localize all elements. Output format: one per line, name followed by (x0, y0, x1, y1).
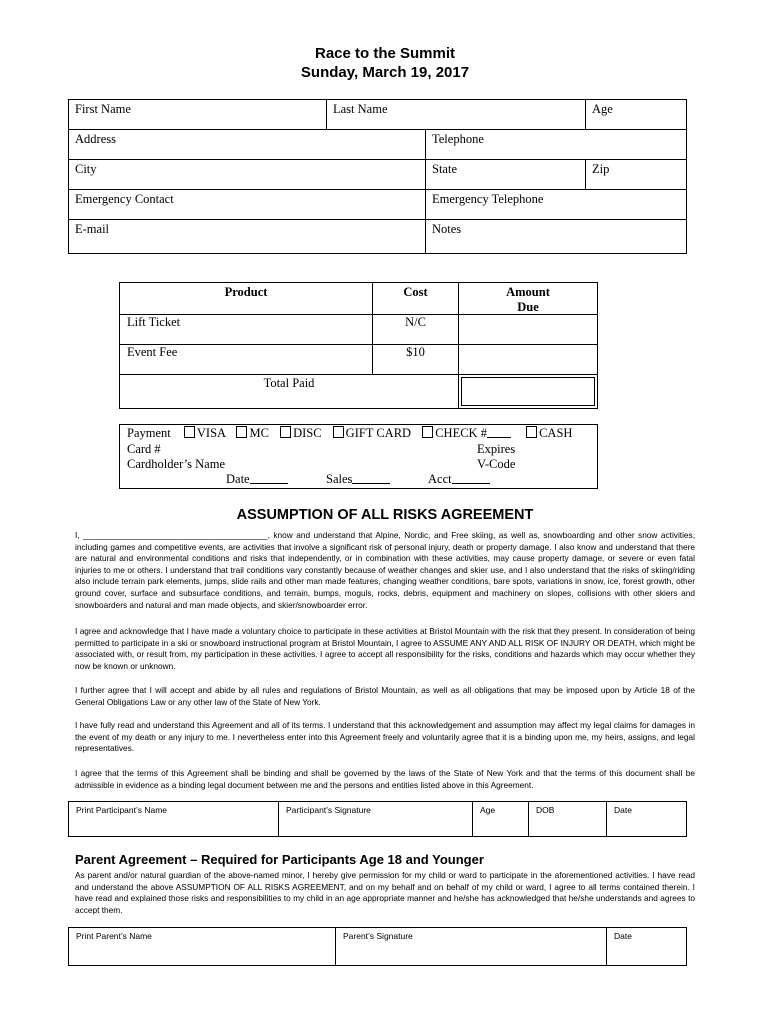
acct-line[interactable] (452, 473, 490, 484)
mc-checkbox[interactable] (236, 426, 247, 438)
last-name-label: Last Name (333, 102, 388, 116)
address-field[interactable] (68, 129, 426, 160)
city-label: City (75, 162, 97, 176)
participant-signature-field[interactable] (278, 801, 473, 837)
check-option[interactable]: CHECK # (422, 426, 511, 440)
zip-field[interactable] (585, 159, 687, 190)
visa-option[interactable]: VISA (184, 426, 225, 440)
payment-box (119, 424, 598, 489)
notes-field[interactable] (425, 219, 687, 254)
last-name-field[interactable] (326, 99, 586, 130)
payment-options-row (127, 426, 572, 441)
participant-age-label: Age (480, 805, 496, 815)
parent-name-label: Print Parent’s Name (76, 931, 152, 941)
parent-date-field[interactable] (606, 927, 687, 966)
state-label: State (432, 162, 457, 176)
participant-name-label: Print Participant’s Name (76, 805, 168, 815)
participant-signature-label: Participant’s Signature (286, 805, 371, 815)
emergency-contact-field[interactable] (68, 189, 426, 220)
agreement-paragraph-5: I agree that the terms of this Agreement shall be binding and shall be governed by the laws of the State of New York and that the terms of this document shall be admissible in evidence as a binding legal document between me and the persons and entities listed above in this Agreement. (75, 768, 695, 790)
cardholder-label: Cardholder’s Name (127, 457, 226, 471)
address-label: Address (75, 132, 116, 146)
telephone-label: Telephone (432, 132, 484, 146)
event-date: Sunday, March 19, 2017 (300, 64, 470, 81)
event-name: Race to the Summit (314, 45, 456, 62)
age-field[interactable] (585, 99, 687, 130)
agreement-paragraph-4: I have fully read and understand this Agreement and all of its terms. I understand that this acknowledgement and assumption may affect my legal claims for damages in the event of my death or any injury to me. I nevertheless enter into this Agreement freely and voluntarily agree that it is a binding upon me, my heirs, assigns, and legal representatives. (75, 720, 695, 754)
parent-signature-label: Parent’s Signature (343, 931, 413, 941)
parent-name-field[interactable] (68, 927, 336, 966)
amount-due-input[interactable] (458, 314, 598, 345)
age-label: Age (592, 102, 613, 116)
participant-dob-label: DOB (536, 805, 555, 815)
cash-checkbox[interactable] (526, 426, 537, 438)
disc-checkbox[interactable] (280, 426, 291, 438)
email-label: E-mail (75, 222, 110, 236)
emergency-contact-label: Emergency Contact (75, 192, 174, 206)
emergency-telephone-field[interactable] (425, 189, 687, 220)
cost-header: Cost (372, 282, 459, 315)
office-use-date: Date (226, 472, 288, 487)
visa-checkbox[interactable] (184, 426, 195, 438)
amount-due-input[interactable] (458, 344, 598, 375)
first-name-label: First Name (75, 102, 131, 116)
total-paid-input[interactable] (461, 377, 595, 406)
payment-label: Payment (127, 426, 171, 440)
cash-option[interactable]: CASH (526, 426, 572, 440)
notes-label: Notes (432, 222, 462, 236)
state-field[interactable] (425, 159, 586, 190)
product-header: Product (119, 282, 373, 315)
parent-agreement-heading: Parent Agreement – Required for Participants Age 18 and Younger (75, 852, 484, 867)
total-paid-label: Total Paid (119, 374, 459, 409)
product-row-lift-ticket (119, 314, 373, 345)
product-name: Lift Ticket (127, 315, 181, 329)
expires-label: Expires (477, 442, 516, 456)
product-row-event-fee (119, 344, 373, 375)
first-name-field[interactable] (68, 99, 327, 130)
agreement-paragraph-3: I further agree that I will accept and abide by all rules and regulations of Bristol Mountain, as well as all obligations that may be imposed upon by Article 18 of the General Obligations Law or any other law of the State of New York. (75, 685, 695, 707)
check-number-line[interactable] (487, 427, 511, 438)
office-use-sales: Sales (326, 472, 390, 487)
agreement-paragraph-2: I agree and acknowledge that I have made a voluntary choice to participate in these activities at Bristol Mountain with the risk that they present. In consideration of being permitted to participate in a ski or snowboard instructional program at Bristol Mountain, I agree to ASSUME ANY AND ALL RISK OF INJURY OR DEATH, which might be associated with, or result from, my participation in these activities. I agree to accept all responsibility for the risks, conditions and hazards which may occur whether they now be known or unknown. (75, 626, 695, 671)
cost-cell: $10 (372, 344, 459, 375)
amount-header-line1: Amount (506, 285, 550, 299)
participant-age-field[interactable] (472, 801, 529, 837)
vcode-label: V-Code (477, 457, 516, 471)
amount-due-header (458, 282, 598, 315)
agreement-paragraph-1: I, ________________________________________, know and understand that Alpine, Nordic, and Free skiing, as well as, snowboarding and other snow activities, including games and competitive events, are activities that involve a significant risk of personal injury, death or property damage. I also know and understand that there are natural and environmental conditions and risks that independently, or in combination with these activities, may cause property damage, or severe or even fatal injuries to me or others. I understand that trail conditions vary constantly because of weather changes and skier use, and I also understand that the risks of skiing/riding also include terrain park elements, jumps, slide rails and other man made features, changing weather conditions, bare spots, variations in snow, ice, forest growth, other ground cover, surface and subsurface conditions, and terrain, bumps, moguls, rocks, debris, equipment and machinery on slopes, collisions with other skiers and snowboarders and natural and man made objects, and skier/snowboarder error. (75, 530, 695, 610)
form-title (0, 44, 770, 82)
mc-option[interactable]: MC (236, 426, 268, 440)
total-paid-cell (458, 374, 598, 409)
date-line[interactable] (250, 473, 288, 484)
product-name: Event Fee (127, 345, 178, 359)
disc-option[interactable]: DISC (280, 426, 321, 440)
gift-card-option[interactable]: GIFT CARD (333, 426, 411, 440)
amount-header-line2: Due (517, 300, 539, 314)
emergency-telephone-label: Emergency Telephone (432, 192, 544, 206)
sales-line[interactable] (352, 473, 390, 484)
check-checkbox[interactable] (422, 426, 433, 438)
telephone-field[interactable] (425, 129, 687, 160)
participant-dob-field[interactable] (528, 801, 607, 837)
parent-signature-field[interactable] (335, 927, 607, 966)
email-field[interactable] (68, 219, 426, 254)
cost-cell: N/C (372, 314, 459, 345)
parent-agreement-text: As parent and/or natural guardian of the above-named minor, I hereby give permission for my child or ward to participate in the aforementioned activities. I have read and understand the above ASSUMPTION OF ALL RISKS AGREEMENT, and on my behalf and on behalf of my child or ward, I agree to all terms contained therein. I have read and explained those risks and responsibilities to my child in an age appropriate manner and he/she has acknowledged that he/she understands and agrees to accept them. (75, 870, 695, 915)
card-number-label: Card # (127, 442, 161, 456)
office-use-acct: Acct (428, 472, 490, 487)
zip-label: Zip (592, 162, 610, 176)
parent-date-label: Date (614, 931, 632, 941)
participant-date-field[interactable] (606, 801, 687, 837)
gift-card-checkbox[interactable] (333, 426, 344, 438)
agreement-heading: ASSUMPTION OF ALL RISKS AGREEMENT (236, 507, 534, 523)
participant-date-label: Date (614, 805, 632, 815)
city-field[interactable] (68, 159, 426, 190)
participant-name-field[interactable] (68, 801, 279, 837)
